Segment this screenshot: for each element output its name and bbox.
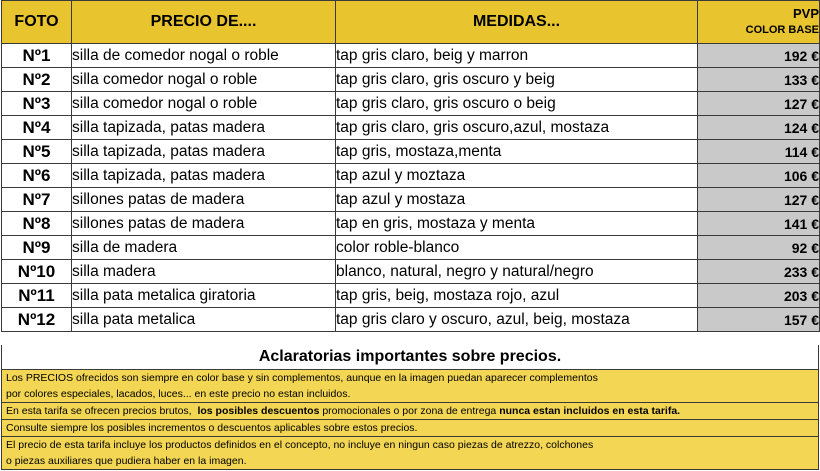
note-gross-a: En esta tarifa se ofrecen precios brutos,	[6, 405, 192, 417]
row-measures: tap gris claro, gris oscuro o beig	[336, 92, 698, 116]
row-measures: tap gris claro, gris oscuro y beig	[336, 68, 698, 92]
row-price: 233 €	[698, 260, 820, 284]
row-measures: color roble-blanco	[336, 236, 698, 260]
row-number: Nº10	[2, 260, 72, 284]
table-row	[2, 236, 820, 260]
note-includes-line1: El precio de esta tarifa incluye los productos definidos en el concepto, no incluye en ningun caso piezas de atrezzo, colchones	[6, 439, 594, 451]
header-medidas: MEDIDAS...	[336, 1, 698, 44]
table-row	[2, 92, 820, 116]
header-color-base: COLOR BASE	[745, 24, 819, 36]
row-price: 133 €	[698, 68, 820, 92]
table-row	[2, 164, 820, 188]
row-measures: tap gris, beig, mostaza rojo, azul	[336, 284, 698, 308]
header-pvp-label: PVP	[792, 6, 819, 21]
table-row	[2, 260, 820, 284]
row-number: Nº5	[2, 140, 72, 164]
header-foto: FOTO	[2, 1, 72, 44]
header-pvp	[698, 1, 820, 44]
row-price: 124 €	[698, 116, 820, 140]
note-base-color-line1: Los PRECIOS ofrecidos son siempre en color base y sin complementos, aunque en la imagen puedan aparecer complementos	[6, 372, 598, 384]
table-row	[2, 68, 820, 92]
table-row	[2, 188, 820, 212]
row-price: 92 €	[698, 236, 820, 260]
row-measures: tap gris claro, gris oscuro,azul, mostaza	[336, 116, 698, 140]
row-number: Nº11	[2, 284, 72, 308]
table-row	[2, 284, 820, 308]
row-description: sillones patas de madera	[72, 188, 336, 212]
row-number: Nº7	[2, 188, 72, 212]
row-price: 114 €	[698, 140, 820, 164]
row-measures: tap gris claro y oscuro, azul, beig, mostaza	[336, 308, 698, 332]
row-description: silla tapizada, patas madera	[72, 140, 336, 164]
row-description: silla tapizada, patas madera	[72, 164, 336, 188]
note-consult	[1, 420, 819, 437]
table-row	[2, 140, 820, 164]
row-description: silla tapizada, patas madera	[72, 116, 336, 140]
row-price: 141 €	[698, 212, 820, 236]
row-price: 157 €	[698, 308, 820, 332]
row-number: Nº8	[2, 212, 72, 236]
header-precio: PRECIO DE....	[72, 1, 336, 44]
row-description: silla de madera	[72, 236, 336, 260]
row-measures: tap gris, mostaza,menta	[336, 140, 698, 164]
note-gross-prices	[1, 403, 819, 420]
row-number: Nº4	[2, 116, 72, 140]
row-description: silla comedor nogal o roble	[72, 68, 336, 92]
note-gross-c: promocionales o por zona de entrega	[322, 405, 497, 417]
row-price: 203 €	[698, 284, 820, 308]
note-gross-b: los posibles descuentos	[197, 405, 320, 417]
row-number: Nº3	[2, 92, 72, 116]
note-includes	[1, 437, 819, 470]
table-row	[2, 44, 820, 68]
table-row	[2, 308, 820, 332]
row-price: 192 €	[698, 44, 820, 68]
row-measures: tap gris claro, beig y marron	[336, 44, 698, 68]
price-notes	[1, 345, 819, 470]
note-gross-d: nunca estan incluidos en esta tarifa.	[499, 405, 681, 417]
row-price: 127 €	[698, 92, 820, 116]
row-description: silla de comedor nogal o roble	[72, 44, 336, 68]
table-row	[2, 116, 820, 140]
row-description: silla comedor nogal o roble	[72, 92, 336, 116]
note-base-color-line2: por colores especiales, lacados, luces... en este precio no estan incluidos.	[6, 388, 351, 400]
row-number: Nº1	[2, 44, 72, 68]
row-description: silla madera	[72, 260, 336, 284]
note-includes-line2: o piezas auxiliares que pudiera haber en la imagen.	[6, 455, 247, 467]
note-consult-line: Consulte siempre los posibles incrementos o descuentos aplicables sobre estos precios.	[6, 422, 418, 434]
row-number: Nº12	[2, 308, 72, 332]
row-measures: tap en gris, mostaza y menta	[336, 212, 698, 236]
row-number: Nº2	[2, 68, 72, 92]
notes-title: Aclaratorias importantes sobre precios.	[1, 345, 819, 369]
row-number: Nº6	[2, 164, 72, 188]
row-description: silla pata metalica	[72, 308, 336, 332]
row-description: sillones patas de madera	[72, 212, 336, 236]
row-measures: blanco, natural, negro y natural/negro	[336, 260, 698, 284]
row-description: silla pata metalica giratoria	[72, 284, 336, 308]
row-measures: tap azul y moztaza	[336, 164, 698, 188]
header-row	[2, 1, 820, 44]
row-measures: tap azul y mostaza	[336, 188, 698, 212]
row-price: 106 €	[698, 164, 820, 188]
table-row	[2, 212, 820, 236]
row-number: Nº9	[2, 236, 72, 260]
note-gross-prices-line	[6, 405, 680, 417]
price-table	[1, 0, 820, 332]
note-base-color	[1, 369, 819, 403]
row-price: 127 €	[698, 188, 820, 212]
